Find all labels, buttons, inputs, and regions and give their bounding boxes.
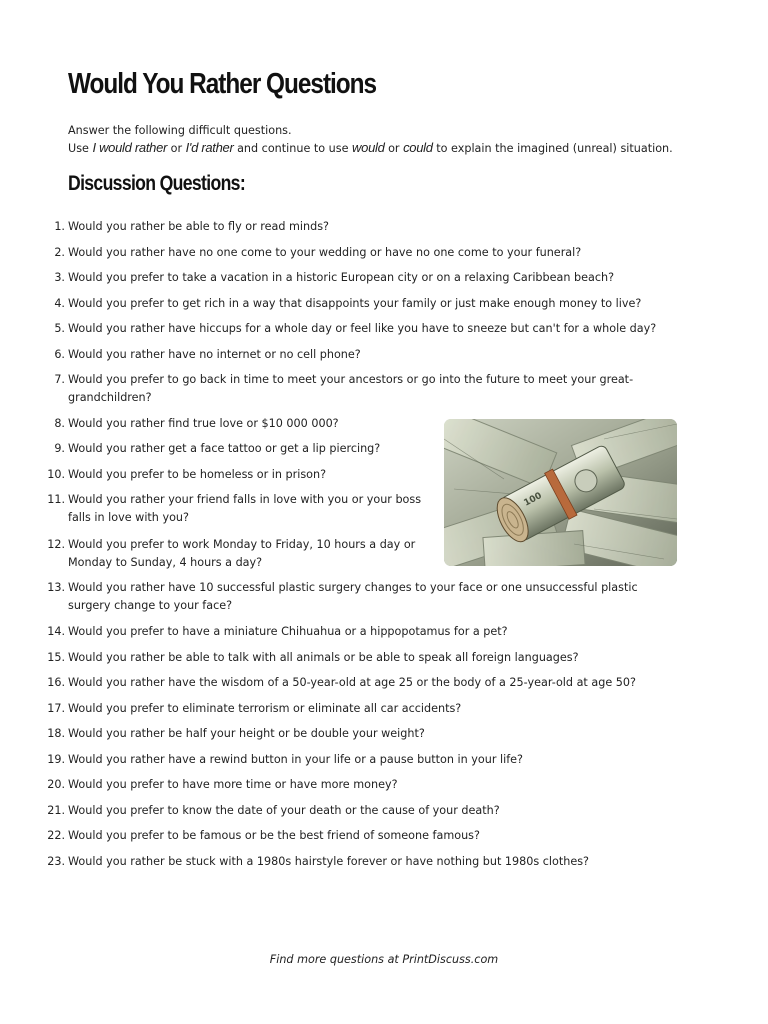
money-roll-photo xyxy=(444,419,677,566)
question-item: 3. Would you prefer to take a vacation in a historic European city or on a relaxing Caribbean beach? xyxy=(54,271,615,284)
question-item: 9. Would you rather get a face tattoo or get a lip piercing? xyxy=(54,442,381,455)
question-item: 19. Would you rather have a rewind button in your life or a pause button in your life? xyxy=(47,753,523,766)
section-title: Discussion Questions: xyxy=(68,172,246,195)
instructions-line-1: Answer the following difficult questions. xyxy=(68,124,292,137)
instructions xyxy=(68,122,708,157)
page-title: Would You Rather Questions xyxy=(68,68,377,100)
money-roll-illustration xyxy=(444,419,677,566)
question-item: 13. Would you rather have 10 successful plastic surgery changes to your face or one unsuccessful plastic surgery change to your face? xyxy=(47,581,638,612)
question-item: 18. Would you rather be half your height or be double your weight? xyxy=(47,727,425,740)
question-item: 5. Would you rather have hiccups for a whole day or feel like you have to sneeze but can't for a whole day? xyxy=(54,322,657,335)
question-item: 10. Would you prefer to be homeless or in prison? xyxy=(47,468,327,481)
instructions-line-2: Use I would rather or I'd rather and continue to use would or could to explain the imagined (unreal) situation. xyxy=(68,140,673,155)
question-item: 21. Would you prefer to know the date of your death or the cause of your death? xyxy=(47,804,500,817)
question-item: 8. Would you rather find true love or $10 000 000? xyxy=(54,417,339,430)
question-item: 4. Would you prefer to get rich in a way that disappoints your family or just make enough money to live? xyxy=(54,297,642,310)
question-item: 17. Would you prefer to eliminate terrorism or eliminate all car accidents? xyxy=(47,702,462,715)
svg-text:100: 100 xyxy=(522,491,544,509)
footer-credit: Find more questions at PrintDiscuss.com xyxy=(269,953,499,966)
question-item: 15. Would you rather be able to talk with all animals or be able to speak all foreign languages? xyxy=(47,651,579,664)
question-item: 7. Would you prefer to go back in time to meet your ancestors or go into the future to meet your great-grandchildren? xyxy=(54,373,634,404)
question-item: 16. Would you rather have the wisdom of a 50-year-old at age 25 or the body of a 25-year-old at age 50? xyxy=(47,676,636,689)
question-item: 11. Would you rather your friend falls in love with you or your boss falls in love with you? xyxy=(47,493,422,524)
question-item: 20. Would you prefer to have more time or have more money? xyxy=(47,778,398,791)
question-item: 12. Would you prefer to work Monday to Friday, 10 hours a day or Monday to Sunday, 4 hours a day? xyxy=(47,538,416,569)
question-item: 2. Would you rather have no one come to your wedding or have no one come to your funeral? xyxy=(54,246,582,259)
question-item: 22. Would you prefer to be famous or be the best friend of someone famous? xyxy=(47,829,480,842)
question-item: 1. Would you rather be able to fly or read minds? xyxy=(54,220,329,233)
question-item: 6. Would you rather have no internet or no cell phone? xyxy=(54,348,361,361)
question-item: 23. Would you rather be stuck with a 1980s hairstyle forever or have nothing but 1980s clothes? xyxy=(47,855,589,868)
question-item: 14. Would you prefer to have a miniature Chihuahua or a hippopotamus for a pet? xyxy=(47,625,508,638)
